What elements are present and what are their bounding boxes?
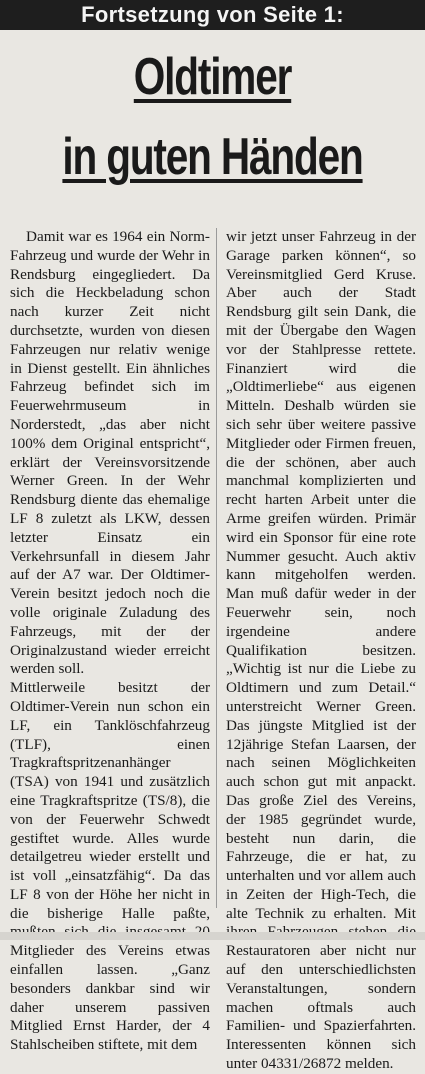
continuation-banner [0,0,425,30]
continuation-label: Fortsetzung von Seite 1: [81,2,344,27]
article-column-right [226,228,416,1074]
article-paragraph: wir jetzt unser Fahrzeug in der Garage parken können“, so Vereinsmitglied Gerd Kruse. Aber auch der Stadt Rendsburg gilt sein Dank, die mit der Übergabe den Wagen vor der Stahlpresse rettete. Finanziert wird die „Oldtimerliebe“ aus eigenen Mitteln. Deshalb würden sie sich sehr über weitere passive Mitglieder oder Firmen freuen, die der schönen, aber auch manchmal komplizierten und recht harten Arbeit unter die Arme greifen würden. Primär wird ein Sponsor für eine rote Nummer gesucht. Auch aktiv kann mitgeholfen werden. Man muß dafür weder in der Feuerwehr sein, noch irgendeine andere Qualifikation besitzen. „Wichtig ist nur die Liebe zu Oldtimern und zum Detail.“ unterstreicht Werner Green. Das jüngste Mitglied ist der 12jährige Stefan Laarsen, der nach seinen Möglichkeiten auch schon gut mit anpackt. Das große Ziel des Vereins, der 1985 gegründet wurde, besteht nun darin, die Fahrzeuge, die er hat, zu unterhalten und vor allem auch in Zeiten der High-Tech, die alte Technik zu erhalten. Mit Restauratoren aber nicht nur auf den unterschiedlichsten Veranstaltungen, sondern machen oftmals auch Familien- und Spazierfahrten. Interessenten können sich unter 04331/26872 melden. [226,228,416,1073]
article-paragraph: Mittlerweile besitzt der Oldtimer-Verein nun schon ein LF, ein Tanklöschfahrzeug (TLF), einen Tragkraftspritzenanhänger (TSA) von 1941 und zusätzlich eine Tragkraftspritze (TS/8), die von der Feuerwehr Schwedt gestiftet wurde. Alles wurde detailgetreu wieder erstellt und ist voll „einsatzfähig“. Da das LF 8 von der Höhe her nicht in die bisherige Halle paßte, Mitglieder des Vereins etwas einfallen lassen. „Ganz besonders dankbar sind wir daher unserem passiven Mitglied Ernst Harder, der 4 Stahlscheiben stiftete, mit dem [10,679,210,1054]
article-paragraph: Damit war es 1964 ein Norm-Fahrzeug und wurde der Wehr in Rendsburg eingegliedert. Da sich die Heckbeladung schon nach kurzer Zeit nicht durchsetzte, wurden von diesen Fahrzeugen nur relativ wenige in Dienst gestellt. Ein ähnliches Fahrzeug befindet sich im Feuerwehrmuseum in Norderstedt, „das aber nicht 100% dem Original entspricht“, erklärt der Vereinsvorsitzende Werner Green. In der Wehr Rendsburg diente das ehemalige LF 8 zuletzt als LKW, dessen letzter Einsatz ein Verkehrsunfall in diesem Jahr auf der A7 war. Der Oldtimer-Verein besitzt jedoch noch die volle originale Zuladung des Fahrzeugs, mit der der Originalzustand wieder erreicht werden soll. [10,228,210,678]
headline-line-1: Oldtimer [133,48,292,106]
page-bottom-edge [0,932,425,940]
column-divider [216,228,217,908]
headline-line-2: in guten Händen [62,128,363,186]
article-column-left [10,228,210,1055]
